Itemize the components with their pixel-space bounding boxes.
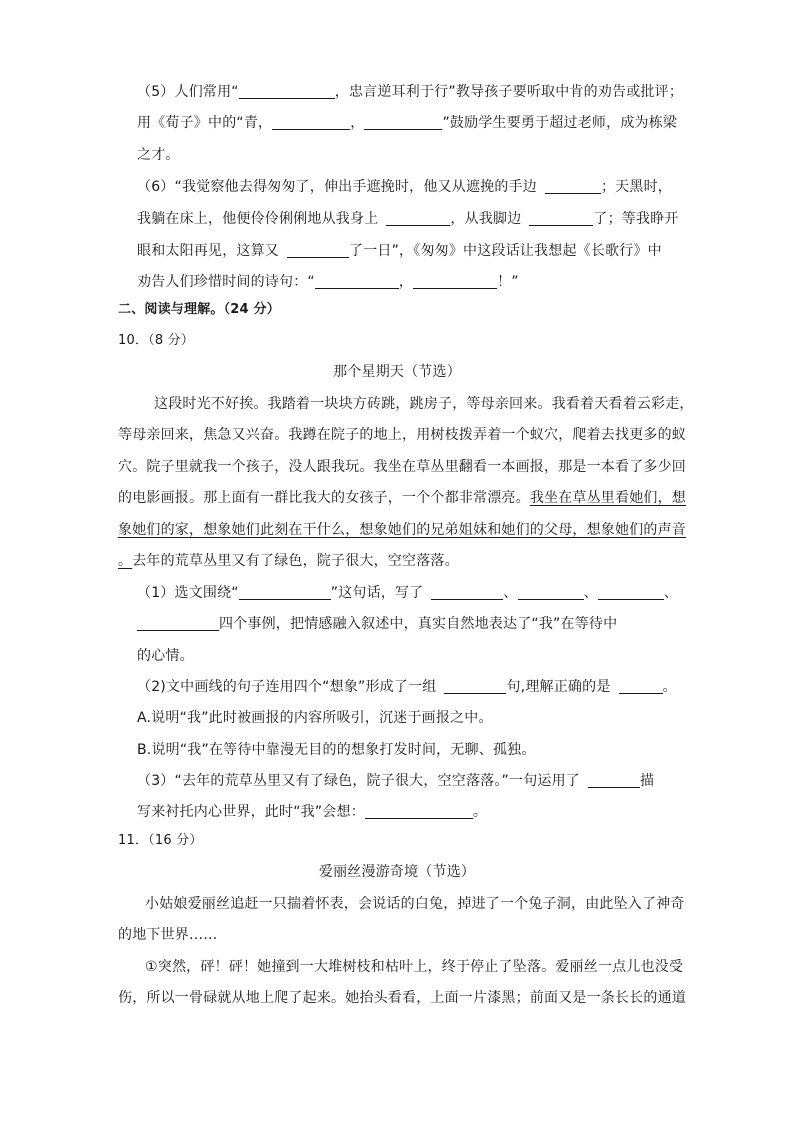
q9-item5-text: （5）人们常用“	[137, 84, 239, 100]
underlined-sentence: 。	[118, 553, 133, 569]
answer-blank[interactable]	[444, 678, 506, 694]
answer-blank[interactable]	[529, 210, 593, 226]
q9-item6-text: 劝告人们珍惜时间的诗句：“	[137, 274, 315, 290]
q10-sub1-text: （1）选文围绕“	[137, 585, 239, 601]
underlined-sentence: 我坐在草丛里看她们，想	[529, 490, 687, 506]
answer-blank[interactable]	[518, 584, 584, 600]
passage-title: 爱丽丝漫游奇境（节选）	[318, 864, 476, 880]
q9-item6-text: 了一日”，《匆匆》中这段话让我想起《长歌行》中	[349, 243, 662, 259]
answer-blank[interactable]	[239, 584, 331, 600]
q9-item5-text: ，忠言逆耳利于行”教导孩子要听取中肯的劝告或批评；	[334, 84, 684, 100]
underlined-sentence: 象她们的家，想象她们此刻在干什么，想象她们的兄弟姐妹和她们的父母，想象她们的声音	[118, 522, 686, 538]
passage-line: ①突然，砰！砰！她撞到一大堆树枝和枯叶上，终于停止了坠落。爱丽丝一点儿也没受	[145, 959, 684, 975]
answer-blank[interactable]	[239, 83, 335, 99]
q10-sub3-text: 描	[640, 773, 655, 789]
passage-text: 的电影画报。那上面有一群比我大的女孩子，一个个都非常漂亮。	[118, 490, 530, 506]
answer-blank[interactable]	[364, 114, 442, 130]
passage-line: 伤，所以一骨碌就从地上爬了起来。她抬头看看，上面一片漆黑；前面又是一条长长的通道	[118, 990, 686, 1006]
answer-blank[interactable]	[598, 584, 664, 600]
passage-line: 小姑娘爱丽丝追赶一只揣着怀表，会说话的白兔，掉进了一个兔子洞，由此坠入了神奇	[145, 896, 685, 912]
section-heading: 二、阅读与理解。（24 分）	[118, 302, 280, 317]
q9-item6-line3	[137, 241, 662, 263]
passage-line: 的地下世界……	[118, 927, 218, 943]
passage-line: 等母亲回来，焦急又兴奋。我蹲在院子的地上，用树枝拨弄着一个蚁穴，爬着去找更多的蚁	[118, 427, 686, 443]
answer-blank[interactable]	[287, 242, 349, 258]
q9-item6-text: ；天黑时，	[600, 179, 672, 195]
q9-item5-text: 之才。	[137, 147, 180, 163]
q10-sub1-text: 、	[583, 585, 598, 601]
q9-item5-text: ，	[350, 115, 365, 131]
q9-item5-line3	[137, 145, 180, 167]
answer-blank[interactable]	[365, 803, 473, 819]
q10-sub2-text: 句,理解正确的是	[506, 679, 611, 695]
q10-sub1-text: 、	[663, 585, 679, 601]
q10-sub3-line1	[137, 771, 654, 793]
answer-blank[interactable]	[413, 273, 497, 289]
q9-item5-line1	[137, 82, 683, 104]
q9-item6-text: ，	[398, 274, 414, 290]
question-number: 10．（8 分）	[118, 333, 195, 348]
q10-sub1-line3: 的心情。	[137, 648, 194, 664]
passage-line	[118, 488, 686, 510]
q10-sub1-line1	[137, 583, 678, 605]
q9-item6-text: ，从我脚边	[450, 211, 522, 227]
q10-sub3-text: 。	[472, 804, 488, 820]
passage-title: 那个星期天（节选）	[333, 364, 461, 380]
passage-text: 去年的荒草丛里又有了绿色，院子很大，空空落落。	[132, 553, 459, 569]
q9-item5-line2	[137, 113, 677, 135]
q10-sub1-text: ”这句话，写了	[330, 585, 424, 601]
q9-item6-text: 了；等我睁开	[593, 211, 679, 227]
q10-sub1-line2	[137, 614, 617, 636]
q10-option-b: B.说明“我”在等待中靠漫无目的的想象打发时间，无聊、孤独。	[137, 742, 536, 758]
answer-blank[interactable]	[545, 178, 601, 194]
q10-sub2-text: （2)文中画线的句子连用四个“想象”形成了一组	[137, 679, 437, 695]
q10-sub3-text: （3）“去年的荒草丛里又有了绿色，院子很大，空空落落。”一句运用了	[137, 773, 581, 789]
passage-line: 这段时光不好挨。我踏着一块块方砖跳，跳房子，等母亲回来。我看着天看着云彩走，	[154, 396, 694, 412]
answer-blank[interactable]	[386, 210, 450, 226]
q9-item6-line4	[137, 272, 519, 294]
q10-sub1-text: 四个事例，把情感融入叙述中，真实自然地表达了“我”在等待中	[219, 616, 618, 632]
answer-blank[interactable]	[315, 273, 399, 289]
passage-line: 穴。院子里就我一个孩子，没人跟我玩。我坐在草丛里翻看一本画报，那是一本看了多少回	[118, 459, 686, 475]
q9-item5-text: 用《荀子》中的“青，	[137, 115, 273, 131]
answer-blank[interactable]	[137, 615, 219, 631]
passage-line	[118, 551, 459, 573]
q9-item6-text: （6）“我觉察他去得匆匆了，伸出手遮挽时，他又从遮挽的手边	[137, 179, 537, 195]
answer-blank[interactable]	[619, 678, 663, 694]
answer-blank[interactable]	[588, 772, 640, 788]
q9-item6-line2	[137, 209, 679, 231]
q9-item6-line1	[137, 177, 672, 199]
q9-item6-text: 我躺在床上，他便伶伶俐俐地从我身上	[137, 211, 379, 227]
q9-item6-text: ！”	[497, 274, 519, 290]
q10-sub3-line2	[137, 802, 487, 824]
q9-item6-text: 眼和太阳再见，这算又	[137, 243, 279, 259]
q10-sub3-text: 写来衬托内心世界，此时“我”会想：	[137, 804, 365, 820]
q9-item5-text: ”鼓励学生要勇于超过老师，成为栋梁	[442, 115, 678, 131]
q10-sub2-line1	[137, 677, 677, 699]
question-number: 11．（16 分）	[118, 833, 203, 848]
q10-sub2-text: 。	[662, 679, 677, 695]
answer-blank[interactable]	[431, 584, 503, 600]
answer-blank[interactable]	[272, 114, 350, 130]
q10-sub1-text: 、	[503, 585, 518, 601]
q10-option-a: A.说明“我”此时被画报的内容所吸引，沉迷于画报之中。	[137, 710, 493, 726]
